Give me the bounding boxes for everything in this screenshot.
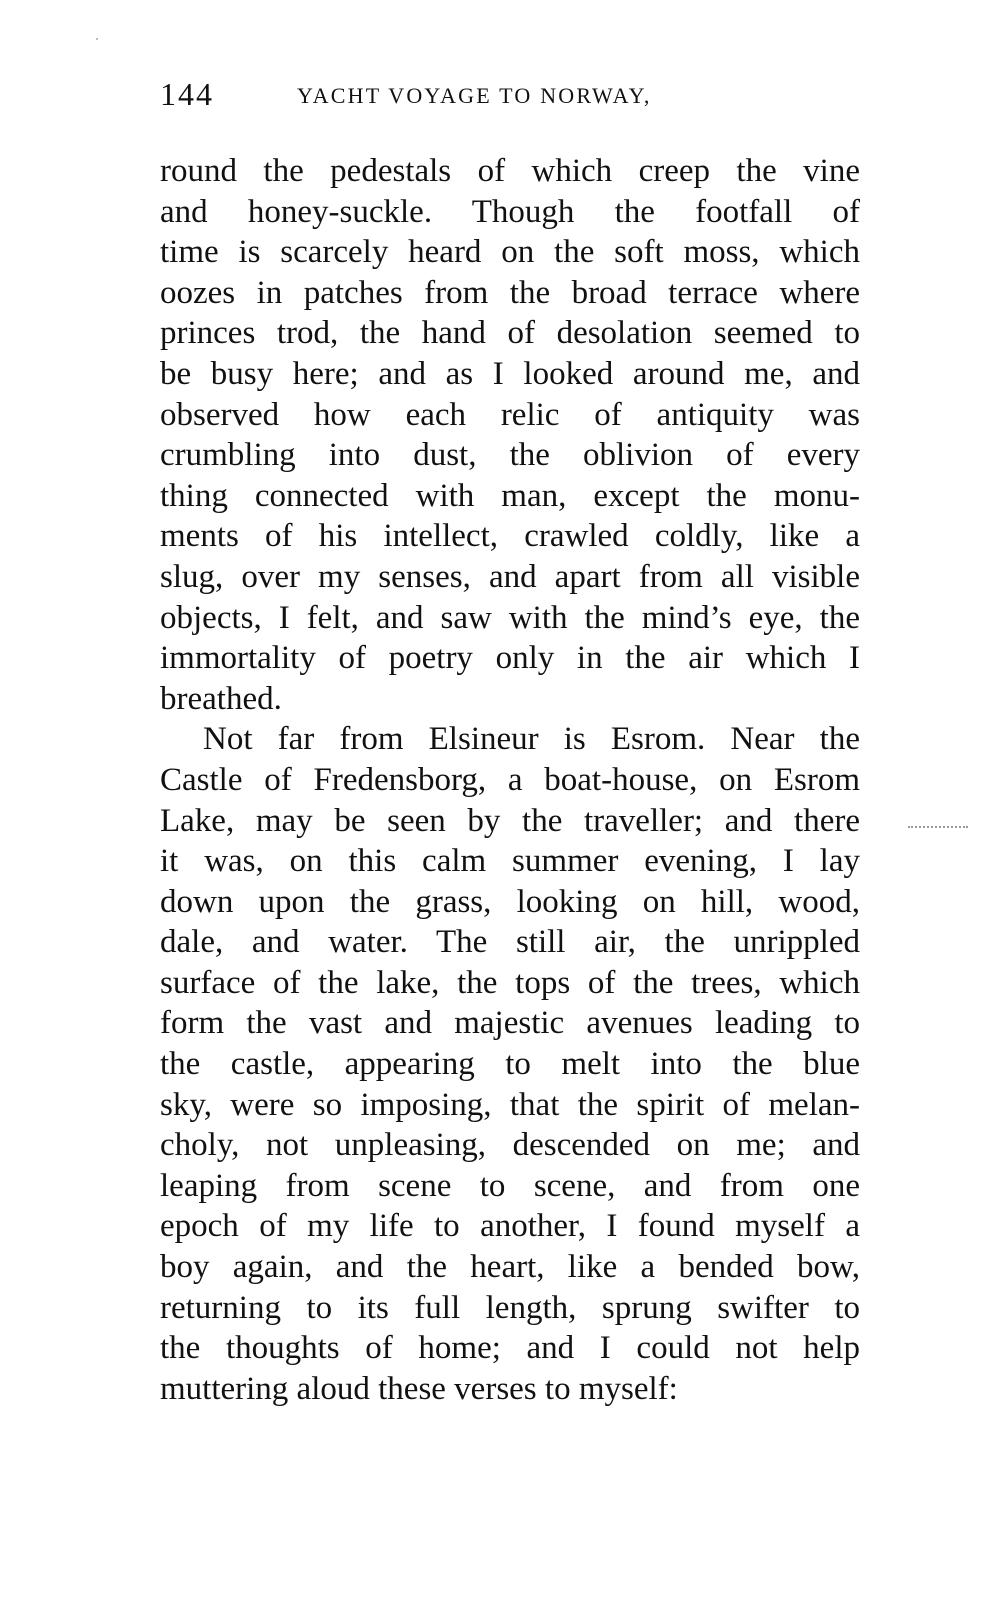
- text-line: thing connected with man, except the monu-: [160, 477, 860, 514]
- text-line: it was, on this calm summer evening, I lay: [160, 843, 860, 880]
- text-line: immortality of poetry only in the air which I: [160, 640, 860, 677]
- text-line: the castle, appearing to melt into the blue: [160, 1046, 860, 1083]
- text-line: the thoughts of home; and I could not help: [160, 1330, 860, 1367]
- text-line: epoch of my life to another, I found myself a: [160, 1208, 860, 1245]
- text-line: Lake, may be seen by the traveller; and there: [160, 802, 860, 839]
- text-line: time is scarcely heard on the soft moss, which: [160, 234, 860, 271]
- paragraph-end-line: breathed.: [160, 680, 282, 717]
- text-line: leaping from scene to scene, and from one: [160, 1167, 860, 1204]
- text-line: round the pedestals of which creep the vine: [160, 153, 860, 189]
- text-line: ments of his intellect, crawled coldly, like a: [160, 518, 860, 555]
- text-line: boy again, and the heart, like a bended bow,: [160, 1249, 860, 1286]
- text-line: objects, I felt, and saw with the mind’s eye, the: [160, 599, 860, 636]
- running-head: [160, 74, 880, 114]
- body-text: [160, 151, 860, 1409]
- text-line: surface of the lake, the tops of the trees, which: [160, 964, 860, 1001]
- text-line: down upon the grass, looking on hill, wood,: [160, 883, 860, 920]
- text-line: crumbling into dust, the oblivion of every: [160, 437, 860, 474]
- text-line: be busy here; and as I looked around me, and: [160, 355, 860, 392]
- text-line: returning to its full length, sprung swifter to: [160, 1289, 860, 1326]
- text-line: slug, over my senses, and apart from all visible: [160, 558, 860, 595]
- margin-dots-mark: [908, 826, 968, 830]
- text-line: form the vast and majestic avenues leading to: [160, 1005, 860, 1042]
- paragraph-start-line: Not far from Elsineur is Esrom. Near the: [203, 721, 860, 758]
- text-line: and honey-suckle. Though the footfall of: [160, 193, 860, 230]
- text-line: dale, and water. The still air, the unrippled: [160, 924, 860, 961]
- speck-mark: [96, 38, 98, 40]
- text-line: princes trod, the hand of desolation seemed to: [160, 315, 860, 352]
- paragraph-end-line: muttering aloud these verses to myself:: [160, 1370, 678, 1407]
- text-line: observed how each relic of antiquity was: [160, 396, 860, 433]
- running-title: YACHT VOYAGE TO NORWAY,: [297, 83, 652, 108]
- text-line: choly, not unpleasing, descended on me; and: [160, 1127, 860, 1164]
- text-line: oozes in patches from the broad terrace where: [160, 274, 860, 311]
- text-line: Castle of Fredensborg, a boat-house, on Esrom: [160, 761, 860, 798]
- text-line: sky, were so imposing, that the spirit of melan-: [160, 1086, 860, 1123]
- page-number: 144: [160, 76, 214, 112]
